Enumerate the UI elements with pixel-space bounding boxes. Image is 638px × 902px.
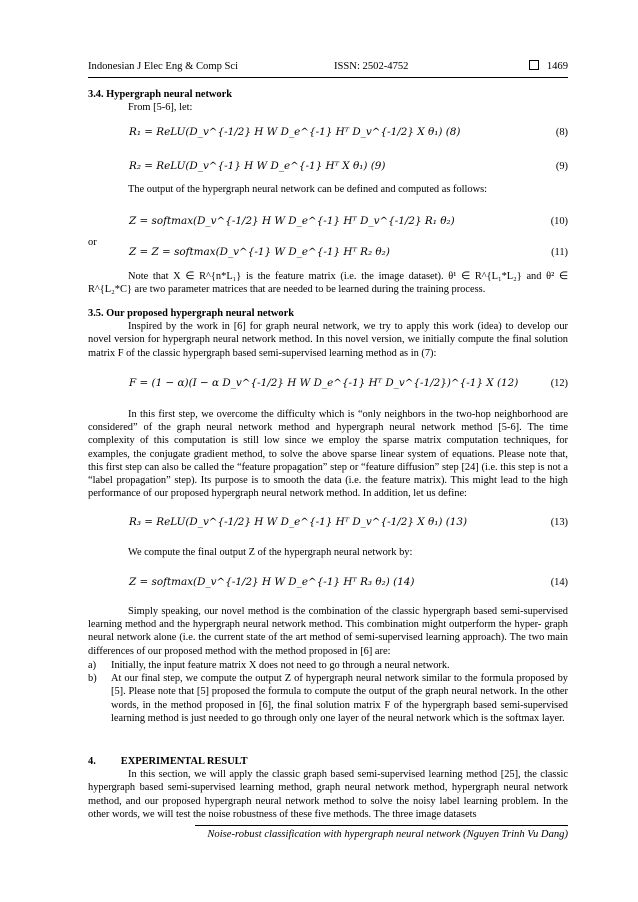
list-item-text: Initially, the input feature matrix X does not need to go through a neural network. xyxy=(111,660,450,671)
issn: ISSN: 2502-4752 xyxy=(334,61,409,72)
section-3-5-para-3: We compute the final output Z of the hypergraph neural network by: xyxy=(128,547,413,558)
equation-8 xyxy=(129,126,568,150)
equation-8-body: R₁ = ReLU(D_v^{-1/2} H W D_e^{-1} Hᵀ D_v^{-1/2} X θ₁) (8) xyxy=(129,126,461,138)
equation-11-body: Z = Z = softmax(D_v^{-1} W D_e^{-1} Hᵀ R₂ θ₂) xyxy=(129,246,390,258)
equation-9-number: (9) xyxy=(555,161,568,172)
section-3-5-para-4-block xyxy=(88,605,568,658)
list-item-text: At our final step, we compute the output Z of hypergraph neural network similar to the formula proposed by [5]. Please note that [5] proposed the formula to compute the output of the graph neural network. In the other words, in the method proposed in [6], the final solution matrix F of the hypergraph based semi-supervised learning method is just needed to go through only one layer of the neural network which is the softmax layer. xyxy=(111,673,568,724)
list-marker: a) xyxy=(88,660,97,671)
note-block xyxy=(88,270,568,296)
section-3-5-para-1: Inspired by the work in [6] for graph neural network, we try to apply this work (idea) to develop our novel version for hypergraph neural network method. In this novel version, we initially compute the final solution matrix F of the classic hypergraph based semi-supervised learning method as in (7): xyxy=(88,321,568,359)
equation-12 xyxy=(129,377,568,395)
section-4-para-1: In this section, we will apply the classic graph based semi-supervised learning method [25], the classic hypergraph based semi-supervised learning method, graph neural network method, hypergraph neural network method, and our proposed hypergraph neural network method to solve the noisy label learning problem. In the other words, we will test the noise robustness of these five methods. The three image datasets xyxy=(88,769,568,820)
equation-13-number: (13) xyxy=(550,517,568,528)
journal-name: Indonesian J Elec Eng & Comp Sci xyxy=(88,61,239,72)
differences-list xyxy=(88,659,568,725)
section-4-title xyxy=(88,755,568,768)
section-4-title-text: EXPERIMENTAL RESULT xyxy=(120,756,248,767)
section-3-5-para-2: In this first step, we overcome the difficulty which is “only neighbors in the two-hop neighborhood are considered” of the graph neural network method and hypergraph neural network method [5-6]. The time complexity of this computation is still low since we employ the sparse matrix computation techniques, for examples, the conjugate gradient method, to solve the above sparse linear system of equations. Please note that, this first step can also be called the “feature propagation” step or “feature diffusion” step [24] (i.e. this step is not a “label propagation” step). Its purpose is to smooth the data (i.e. the feature matrix). This might lead to the high performance of our proposed hypergraph neural network method. In addition, let us define: xyxy=(88,409,568,500)
list-marker: b) xyxy=(88,673,97,685)
list-item xyxy=(88,672,568,725)
header-rule xyxy=(88,77,568,78)
equation-14-body: Z = softmax(D_v^{-1/2} H W D_e^{-1} Hᵀ R₃ θ₂) (14) xyxy=(129,576,415,588)
equation-13-body: R₃ = ReLU(D_v^{-1/2} H W D_e^{-1} Hᵀ D_v^{-1/2} X θ₁) (13) xyxy=(129,516,468,528)
equation-12-body: F = (1 − α)(I − α D_v^{-1/2} H W D_e^{-1} Hᵀ D_v^{-1/2})^{-1} X (12) xyxy=(129,377,519,389)
section-3-5 xyxy=(88,307,568,360)
equation-9-body: R₂ = ReLU(D_v^{-1} H W D_e^{-1} Hᵀ X θ₁) (9) xyxy=(129,160,386,172)
page-number-group xyxy=(529,60,568,73)
list-item xyxy=(88,659,568,672)
square-box-icon xyxy=(529,60,539,70)
equation-10-body: Z = softmax(D_v^{-1/2} H W D_e^{-1} Hᵀ D_v^{-1/2} R₁ θ₂) xyxy=(129,215,455,227)
output-text: The output of the hypergraph neural network can be defined and computed as follows: xyxy=(128,184,488,195)
section-3-5-para-4: Simply speaking, our novel method is the combination of the classic hypergraph based semi-supervised learning method and the hypergraph neural network method. This combination might outperform the hyper- graph neural network alone (i.e. the current state of the art method of semi-supervised learning approach). The two main differences of our proposed method with the method proposed in [6] are: xyxy=(88,606,568,657)
equation-11-number: (11) xyxy=(551,247,568,258)
equation-13 xyxy=(129,516,568,532)
running-header xyxy=(88,60,568,74)
section-4 xyxy=(88,755,568,821)
running-footer: Noise-robust classification with hypergraph neural network (Nguyen Trinh Vu Dang) xyxy=(207,829,568,840)
footer-rule xyxy=(195,825,568,826)
section-3-5-title: 3.5. Our proposed hypergraph neural network xyxy=(88,308,295,319)
equation-10-number: (10) xyxy=(550,216,568,227)
equation-11 xyxy=(129,246,568,260)
section-3-4-title: 3.4. Hypergraph neural network xyxy=(88,89,233,100)
equation-9 xyxy=(129,160,568,174)
equation-14 xyxy=(129,576,568,592)
section-3-5-para-3-block xyxy=(88,546,568,559)
section-4-number: 4. xyxy=(88,756,96,767)
section-3-4 xyxy=(88,88,568,114)
section-3-4-intro: From [5-6], let: xyxy=(128,102,193,114)
output-text-block xyxy=(88,183,568,196)
equation-12-number: (12) xyxy=(550,378,568,389)
equation-10 xyxy=(129,215,568,233)
page-number: 1469 xyxy=(546,61,568,72)
equation-14-number: (14) xyxy=(550,577,568,588)
equation-8-number: (8) xyxy=(555,127,568,138)
note-text: Note that X ∈ R^{n*L₁} is the feature matrix (i.e. the image dataset). θ¹ ∈ R^{L₁*L₂} and θ² ∈ R^{L₂*C} are two parameter matrices that are needed to be learned during the training process. xyxy=(88,271,568,296)
section-3-5-para-2-block xyxy=(88,408,568,500)
or-label: or xyxy=(88,237,97,248)
